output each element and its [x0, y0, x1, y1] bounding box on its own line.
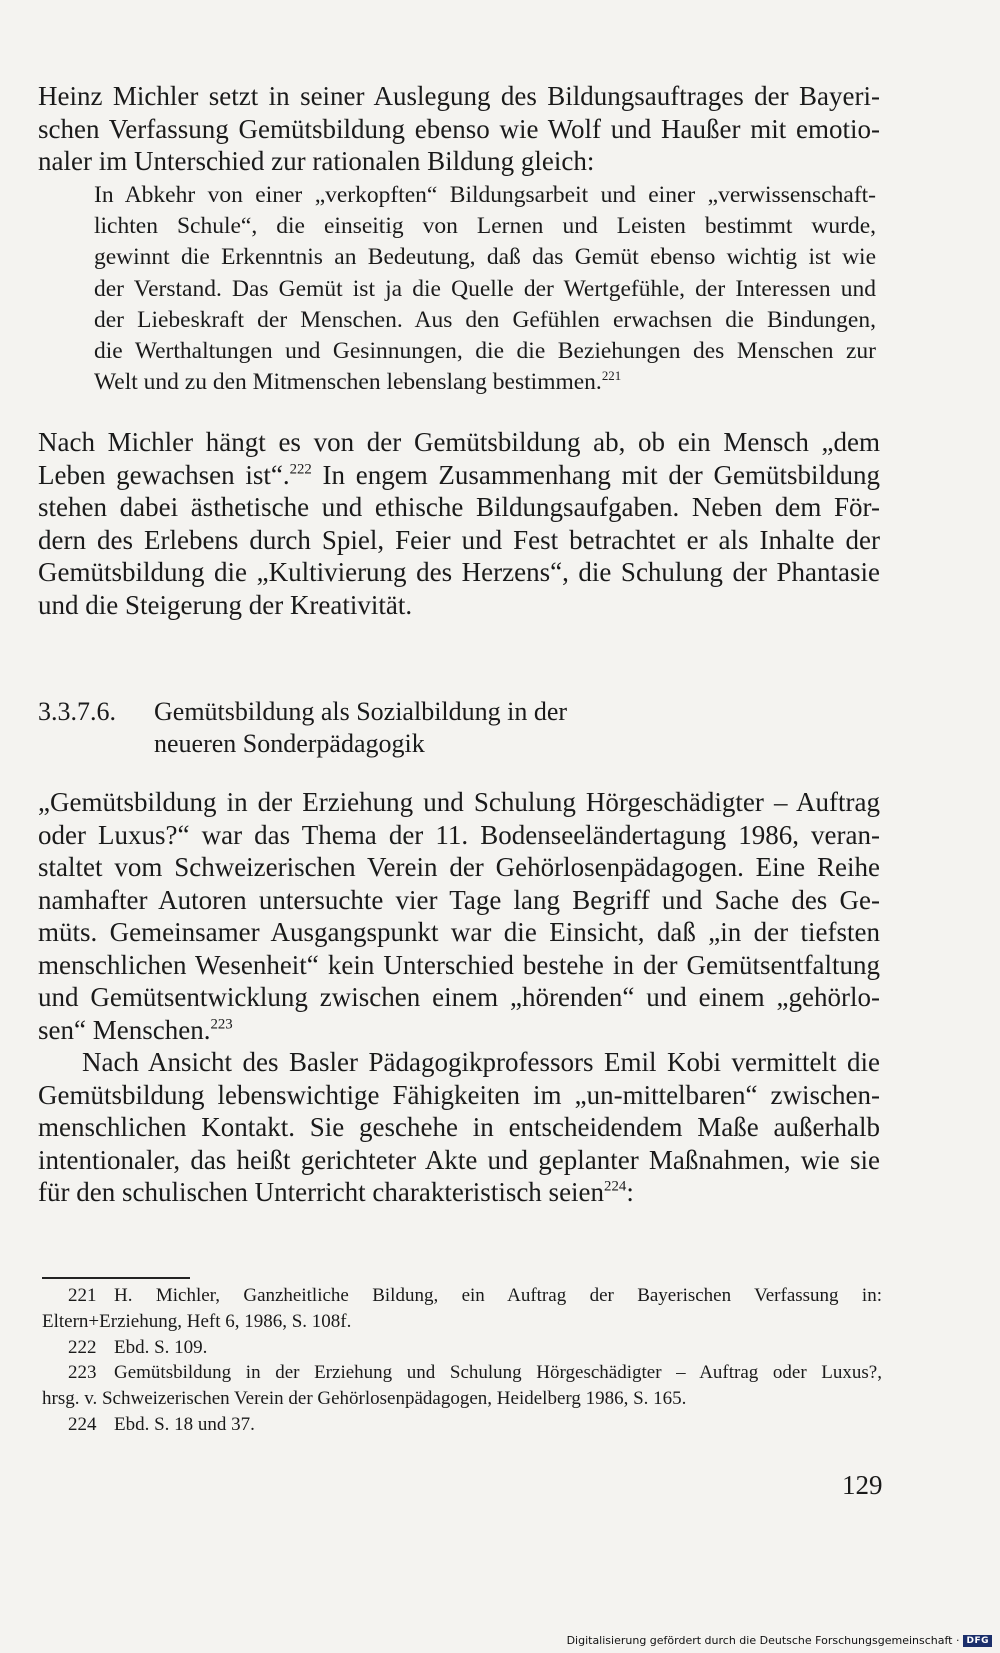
footnote-text: Ebd. S. 18 und 37.	[114, 1413, 255, 1435]
text-line: schen Verfassung Gemütsbildung ebenso wie Wolf und Haußer mit emotio-	[38, 113, 880, 144]
text-line: intentionaler, das heißt gerichteter Akte und geplanter Maßnahmen, wie sie	[38, 1144, 880, 1175]
text-fragment: sen“ Menschen.	[38, 1014, 211, 1045]
footnote-line	[42, 1360, 882, 1386]
quote-line: In Abkehr von einer „verkopften“ Bildungsarbeit und einer „verwissenschaft-	[94, 182, 876, 208]
footnote-number: 222	[68, 1336, 97, 1358]
section-number: 3.3.7.6.	[38, 697, 116, 726]
footnote-line	[42, 1412, 882, 1438]
text-line: und Gemütsentwicklung zwischen einem „hörenden“ und einem „gehörlo-	[38, 982, 880, 1012]
text-line: naler im Unterschied zur rationalen Bildung gleich:	[38, 146, 595, 176]
text-line	[38, 1176, 880, 1209]
digitization-notice-text: Digitalisierung gefördert durch die Deutsche Forschungsgemeinschaft ·	[566, 1634, 960, 1647]
text-line	[38, 1014, 880, 1047]
footnotes	[42, 1283, 882, 1438]
footnote-number: 221	[68, 1285, 97, 1306]
text-line: Gemütsbildung lebenswichtige Fähigkeiten im „un-mittelbaren“ zwischen-	[38, 1079, 880, 1110]
quote-line-text: Welt und zu den Mitmenschen lebenslang bestimmen.	[94, 369, 602, 396]
section-title-line: neueren Sonderpädagogik	[154, 729, 425, 758]
text-fragment: In engem Zusammenhang mit der Gemütsbildung	[311, 459, 880, 490]
footnote-221	[42, 1283, 882, 1335]
footnote-number: 224	[68, 1413, 97, 1435]
text-fragment: Leben gewachsen ist“.	[38, 459, 290, 490]
footnote-text: Ebd. S. 109.	[114, 1336, 208, 1358]
footnote-line	[42, 1283, 882, 1309]
footnote-number: 223	[68, 1362, 97, 1384]
quote-line: gewinnt die Erkenntnis an Bedeutung, daß das Gemüt ebenso wichtig ist wie	[94, 244, 876, 271]
paragraph-kobi	[38, 1046, 880, 1209]
paragraph-michler	[38, 426, 880, 621]
footnote-ref[interactable]: 223	[210, 1016, 233, 1033]
text-line: stehen dabei ästhetische und ethische Bildungsaufgaben. Neben dem För-	[38, 492, 880, 522]
quote-line: lichten Schule“, die einseitig von Lernen und Leisten bestimmt wurde,	[94, 213, 876, 240]
text-line: Nach Ansicht des Basler Pädagogikprofessors Emil Kobi vermittelt die	[82, 1047, 880, 1077]
paragraph-bodensee	[38, 786, 880, 1046]
quote-line: die Werthaltungen und Gesinnungen, die die Beziehungen des Menschen zur	[94, 338, 876, 365]
text-line: müts. Gemeinsamer Ausgangspunkt war die Einsicht, daß „in der tiefsten	[38, 917, 880, 947]
text-fragment: für den schulischen Unterricht charakteristisch seien	[38, 1177, 605, 1207]
text-line: und die Steigerung der Kreativität.	[38, 589, 413, 620]
quote-line	[94, 367, 876, 398]
text-line: namhafter Autoren untersuchte vier Tage lang Begriff und Sache des Ge-	[38, 884, 880, 915]
quote-line: der Liebeskraft der Menschen. Aus den Gefühlen erwachsen die Bindungen,	[94, 306, 876, 333]
footnote-ref[interactable]: 224	[604, 1178, 627, 1195]
footnote-224	[42, 1412, 882, 1438]
footnote-text: H. Michler, Ganzheitliche Bildung, ein Auftrag der Bayerischen Verfassung in:	[114, 1285, 882, 1306]
text-line: „Gemütsbildung in der Erziehung und Schulung Hörgeschädigter – Auftrag	[38, 787, 880, 817]
text-line	[38, 459, 880, 492]
section-title-line: Gemütsbildung als Sozialbildung in der	[154, 697, 568, 726]
dfg-logo-icon: DFG	[963, 1635, 992, 1647]
footnote-line: Eltern+Erziehung, Heft 6, 1986, S. 108f.	[42, 1310, 352, 1332]
footnote-separator	[42, 1277, 190, 1279]
text-fragment: :	[626, 1177, 634, 1207]
text-line: dern des Erlebens durch Spiel, Feier und Fest betrachtet er als Inhalte der	[38, 524, 880, 555]
quote-line: der Verstand. Das Gemüt ist ja die Quelle der Wertgefühle, der Interessen und	[94, 275, 876, 302]
text-line: Nach Michler hängt es von der Gemütsbildung ab, ob ein Mensch „dem	[38, 427, 880, 457]
text-line: staltet vom Schweizerischen Verein der Gehörlosenpädagogen. Eine Reihe	[38, 852, 880, 882]
footnote-text: Gemütsbildung in der Erziehung und Schulung Hörgeschädigter – Auftrag oder Luxus?,	[114, 1362, 882, 1384]
footnote-ref[interactable]: 221	[601, 368, 622, 384]
footnote-ref[interactable]: 222	[289, 461, 312, 478]
text-line: menschlichen Kontakt. Sie geschehe in entscheidendem Maße außerhalb	[38, 1112, 880, 1142]
footnote-223	[42, 1360, 882, 1412]
footnote-line	[42, 1335, 882, 1361]
text-line: menschlichen Wesenheit“ kein Unterschied bestehe in der Gemütsentfaltung	[38, 949, 880, 980]
text-line: Gemütsbildung die „Kultivierung des Herzens“, die Schulung der Phantasie	[38, 557, 880, 587]
page-number: 129	[842, 1470, 883, 1500]
section-title	[154, 696, 654, 760]
text-line: Heinz Michler setzt in seiner Auslegung des Bildungsauftrages der Bayeri-	[38, 81, 880, 111]
block-quote	[94, 180, 876, 398]
text-line: oder Luxus?“ war das Thema der 11. Bodenseeländertagung 1986, veran-	[38, 819, 880, 850]
paragraph-intro	[38, 80, 880, 178]
footnote-222	[42, 1335, 882, 1361]
footnote-line: hrsg. v. Schweizerischen Verein der Gehörlosenpädagogen, Heidelberg 1986, S. 165.	[42, 1388, 687, 1410]
digitization-notice	[567, 1634, 992, 1647]
